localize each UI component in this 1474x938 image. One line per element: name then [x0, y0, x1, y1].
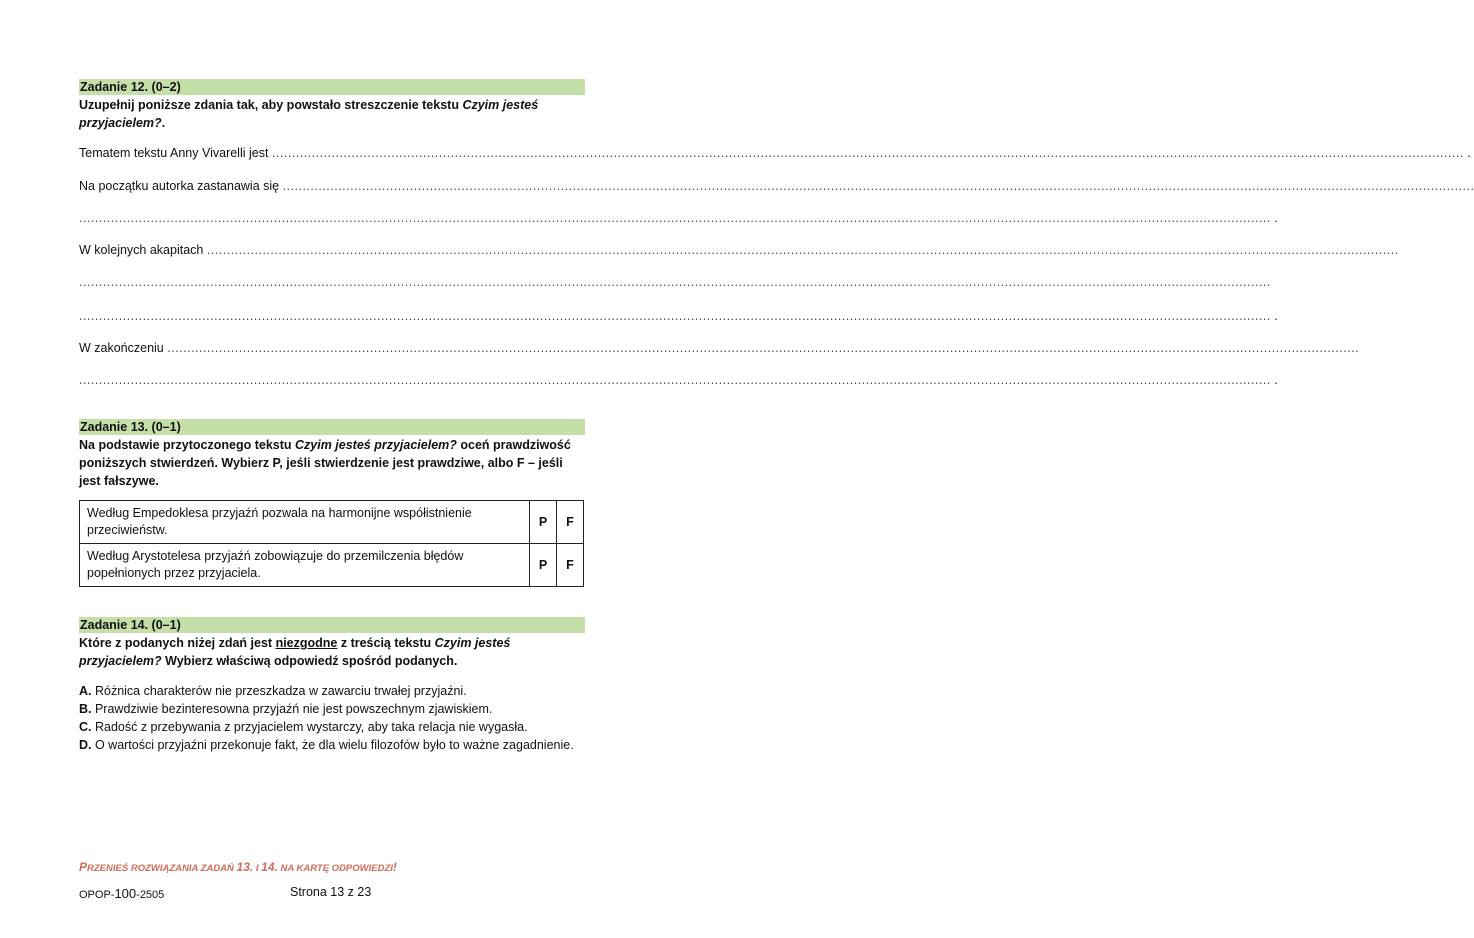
- fill-line-7[interactable]: W zakończeniu ............................................................................................................................................................................................................................................................................................................: [79, 341, 1360, 355]
- task-13-instruction: Na podstawie przytoczonego tekstu Czyim jesteś przyjacielem? oceń prawdziwość poniższych stwierdzeń. Wybierz P, jeśli stwierdzenie jest prawdziwe, albo F – jeśli jest fałszywe.: [79, 438, 571, 488]
- fill-line-1[interactable]: Tematem tekstu Anny Vivarelli jest ............................................................................................................................................................................................................................................................................................................ .: [79, 146, 1471, 160]
- table-row: [80, 544, 584, 587]
- statement-2: Według Arystotelesa przyjaźń zobowiązuje do przemilczenia błędów popełnionych przez przyjaciela.: [80, 544, 530, 587]
- answer-f-2[interactable]: F: [557, 544, 584, 587]
- task-12-header: Zadanie 12. (0–2): [79, 79, 585, 95]
- table-row: [80, 501, 584, 544]
- statement-1: Według Empedoklesa przyjaźń pozwala na harmonijne współistnienie przeciwieństw.: [80, 501, 530, 544]
- fill-line-6[interactable]: ............................................................................................................................................................................................................................................................................................................ .: [79, 309, 1278, 323]
- option-d[interactable]: D. O wartości przyjaźni przekonuje fakt, że dla wielu filozofów było to ważne zagadnienie.: [79, 738, 574, 752]
- task-14-instruction: Które z podanych niżej zdań jest niezgodne z treścią tekstu Czyim jesteś przyjacielem? Wybierz właściwą odpowiedź spośród podanych.: [79, 636, 511, 668]
- option-c[interactable]: C. Radość z przebywania z przyjacielem wystarczy, aby taka relacja nie wygasła.: [79, 720, 528, 734]
- page-number: Strona 13 z 23: [290, 885, 372, 899]
- option-b[interactable]: B. Prawdziwie bezinteresowna przyjaźń nie jest powszechnym zjawiskiem.: [79, 702, 493, 716]
- true-false-table: [79, 500, 584, 587]
- answer-p-2[interactable]: P: [530, 544, 557, 587]
- answer-f-1[interactable]: F: [557, 501, 584, 544]
- task-14-header: Zadanie 14. (0–1): [79, 617, 585, 633]
- answer-p-1[interactable]: P: [530, 501, 557, 544]
- option-a[interactable]: A. Różnica charakterów nie przeszkadza w zawarciu trwałej przyjaźni.: [79, 684, 467, 698]
- fill-line-2[interactable]: Na początku autorka zastanawia się ............................................................................................................................................................................................................................................................................................................: [79, 179, 1474, 193]
- fill-line-3[interactable]: ............................................................................................................................................................................................................................................................................................................ .: [79, 211, 1278, 225]
- exam-code: OPOP-100-2505: [79, 886, 165, 901]
- answer-card-notice: PRZENIEŚ ROZWIĄZANIA ZADAŃ 13. I 14. NA KARTĘ ODPOWIEDZI!: [79, 860, 397, 874]
- task-13-header: Zadanie 13. (0–1): [79, 419, 585, 435]
- task-12-instruction: Uzupełnij poniższe zdania tak, aby powstało streszczenie tekstu Czyim jesteś przyjacielem?.: [79, 98, 539, 130]
- fill-line-8[interactable]: ............................................................................................................................................................................................................................................................................................................ .: [79, 373, 1278, 387]
- answer-options: [79, 682, 589, 754]
- fill-line-4[interactable]: W kolejnych akapitach ............................................................................................................................................................................................................................................................................................................: [79, 243, 1399, 257]
- fill-line-5[interactable]: ............................................................................................................................................................................................................................................................................................................: [79, 275, 1271, 289]
